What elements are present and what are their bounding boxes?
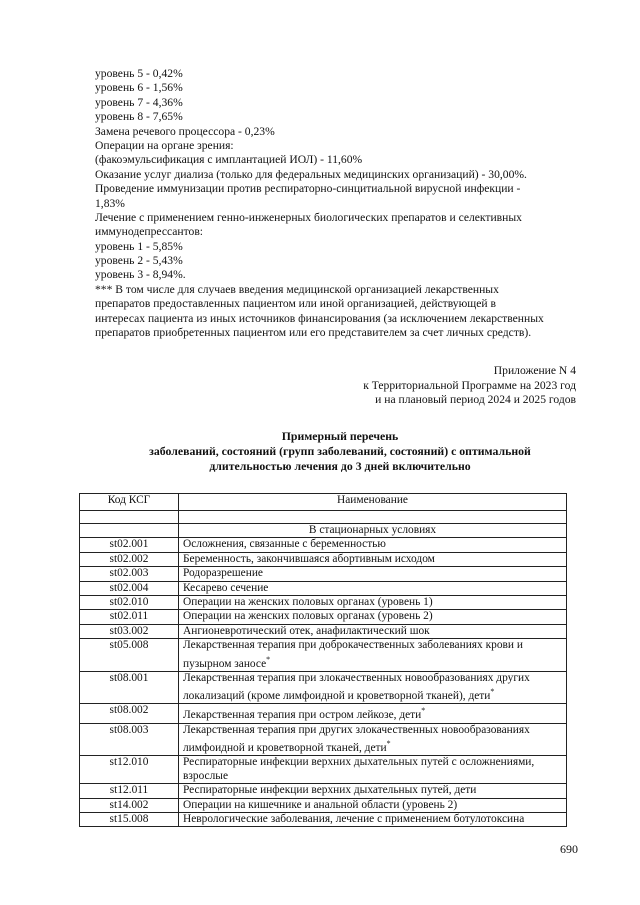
ksg-name-cell <box>179 538 567 552</box>
ksg-table <box>79 493 567 827</box>
table-row <box>80 704 567 723</box>
table-row <box>80 798 567 812</box>
section-title: В стационарных условиях <box>179 524 567 538</box>
ksg-name-cell <box>179 624 567 638</box>
footnote-mark: * <box>266 654 271 664</box>
ksg-name: Операции на женских половых органах (уровень 2) <box>183 610 433 623</box>
text-line: Лечение с применением генно-инженерных биологических препаратов и селективных <box>95 210 522 224</box>
ksg-name: Лекарственная терапия при других злокачественных новообразованиях лимфоидной и кроветворной тканей, дети <box>183 723 530 754</box>
text-line: иммунодепрессантов: <box>95 225 204 239</box>
table-row <box>80 610 567 624</box>
text-line: уровень 1 - 5,85% <box>95 239 183 253</box>
ksg-name-cell <box>179 610 567 624</box>
section-code-cell <box>80 524 179 538</box>
empty-cell <box>80 511 179 524</box>
column-header-name: Наименование <box>179 494 567 511</box>
text-line: Проведение иммунизации против респираторно-синцитиальной вирусной инфекции - <box>95 182 521 196</box>
appendix-number: Приложение N 4 <box>493 364 576 377</box>
ksg-code: st08.003 <box>80 723 179 756</box>
ksg-name: Респираторные инфекции верхних дыхательных путей с осложнениями, взрослые <box>183 756 535 782</box>
footnote-line: препаратов приобретенных пациентом или его представителем за счет личных средств). <box>95 326 532 340</box>
ksg-name-cell <box>179 723 567 756</box>
table-row <box>80 723 567 756</box>
ksg-name-cell <box>179 596 567 610</box>
table-row <box>80 624 567 638</box>
ksg-name-cell <box>179 704 567 723</box>
text-line: уровень 2 - 5,43% <box>95 254 183 268</box>
ksg-name-cell <box>179 756 567 784</box>
footnote-line: интересах пациента из иных источников финансирования (за исключением лекарственных <box>95 311 544 325</box>
ksg-name-cell <box>179 812 567 826</box>
ksg-code: st08.002 <box>80 704 179 723</box>
text-line: уровень 8 - 7,65% <box>95 110 183 124</box>
table-row <box>80 756 567 784</box>
text-line: уровень 6 - 1,56% <box>95 81 183 95</box>
appendix-period: и на плановый период 2024 и 2025 годов <box>375 393 576 407</box>
text-line: Оказание услуг диализа (только для федеральных медицинских организаций) - 30,00%. <box>95 167 527 181</box>
table-row <box>80 812 567 826</box>
ksg-code: st02.004 <box>80 581 179 595</box>
title-line: длительностью лечения до 3 дней включительно <box>209 458 471 473</box>
text-line: 1,83% <box>95 196 125 210</box>
coefficient-list <box>95 67 575 340</box>
ksg-name: Родоразрешение <box>183 567 263 580</box>
ksg-code: st12.010 <box>80 756 179 784</box>
table-row <box>80 671 567 704</box>
footnote-line: *** В том числе для случаев введения медицинской организацией лекарственных <box>95 282 499 296</box>
ksg-name-cell <box>179 552 567 566</box>
ksg-code: st15.008 <box>80 812 179 826</box>
title-line: заболеваний, состояний (групп заболеваний, состояний) с оптимальной <box>149 443 531 458</box>
empty-row <box>80 511 567 524</box>
ksg-code: st14.002 <box>80 798 179 812</box>
page-number: 690 <box>560 842 578 856</box>
table-row <box>80 567 567 581</box>
document-title <box>60 429 620 473</box>
footnote-line: препаратов предоставленных пациентом или иной организацией, действующей в <box>95 297 496 311</box>
table-row <box>80 581 567 595</box>
table-header-row <box>80 494 567 511</box>
appendix-program: к Территориальной Программе на 2023 год <box>363 378 576 392</box>
ksg-name-cell <box>179 784 567 798</box>
ksg-code: st12.011 <box>80 784 179 798</box>
footnote-mark: * <box>490 687 495 697</box>
ksg-name-cell <box>179 671 567 704</box>
table-row <box>80 784 567 798</box>
ksg-name: Беременность, закончившаяся абортивным исходом <box>183 552 435 565</box>
section-row <box>80 524 567 538</box>
ksg-code: st02.001 <box>80 538 179 552</box>
ksg-name: Лекарственная терапия при доброкачественных заболеваниях крови и пузырном заносе <box>183 639 523 670</box>
footnote-mark: * <box>421 706 426 716</box>
text-line: Операции на органе зрения: <box>95 138 234 152</box>
ksg-code: st02.002 <box>80 552 179 566</box>
ksg-name: Кесарево сечение <box>183 581 269 594</box>
title-line: Примерный перечень <box>281 429 399 443</box>
ksg-name: Респираторные инфекции верхних дыхательных путей, дети <box>183 784 477 797</box>
text-line: (факоэмульсификация с имплантацией ИОЛ) - 11,60% <box>95 153 363 167</box>
ksg-code: st02.011 <box>80 610 179 624</box>
ksg-name: Лекарственная терапия при остром лейкозе, дети <box>183 709 422 722</box>
table-row <box>80 596 567 610</box>
ksg-name: Неврологические заболевания, лечение с применением ботулотоксина <box>183 812 525 825</box>
ksg-name-cell <box>179 567 567 581</box>
ksg-name: Лекарственная терапия при злокачественных новообразованиях других локализаций (кроме лимфоидной и кроветворной тканей), дети <box>183 671 530 703</box>
ksg-name-cell <box>179 581 567 595</box>
column-header-code: Код КСГ <box>80 494 179 511</box>
ksg-code: st02.010 <box>80 596 179 610</box>
table-row <box>80 639 567 672</box>
text-line: уровень 7 - 4,36% <box>95 95 183 109</box>
ksg-name: Операции на женских половых органах (уровень 1) <box>183 596 433 609</box>
text-line: уровень 5 - 0,42% <box>95 67 183 80</box>
empty-cell <box>179 511 567 524</box>
footnote-mark: * <box>386 739 391 749</box>
ksg-code: st03.002 <box>80 624 179 638</box>
ksg-name-cell <box>179 798 567 812</box>
ksg-name: Операции на кишечнике и анальной области (уровень 2) <box>183 798 458 811</box>
ksg-name: Ангионевротический отек, анафилактический шок <box>183 624 430 637</box>
ksg-code: st08.001 <box>80 671 179 704</box>
table-row <box>80 538 567 552</box>
ksg-code: st02.003 <box>80 567 179 581</box>
text-line: уровень 3 - 8,94%. <box>95 268 186 282</box>
ksg-name: Осложнения, связанные с беременностью <box>183 538 386 551</box>
table-row <box>80 552 567 566</box>
text-line: Замена речевого процессора - 0,23% <box>95 124 275 138</box>
ksg-code: st05.008 <box>80 639 179 672</box>
appendix-header <box>363 364 576 408</box>
ksg-name-cell <box>179 639 567 672</box>
